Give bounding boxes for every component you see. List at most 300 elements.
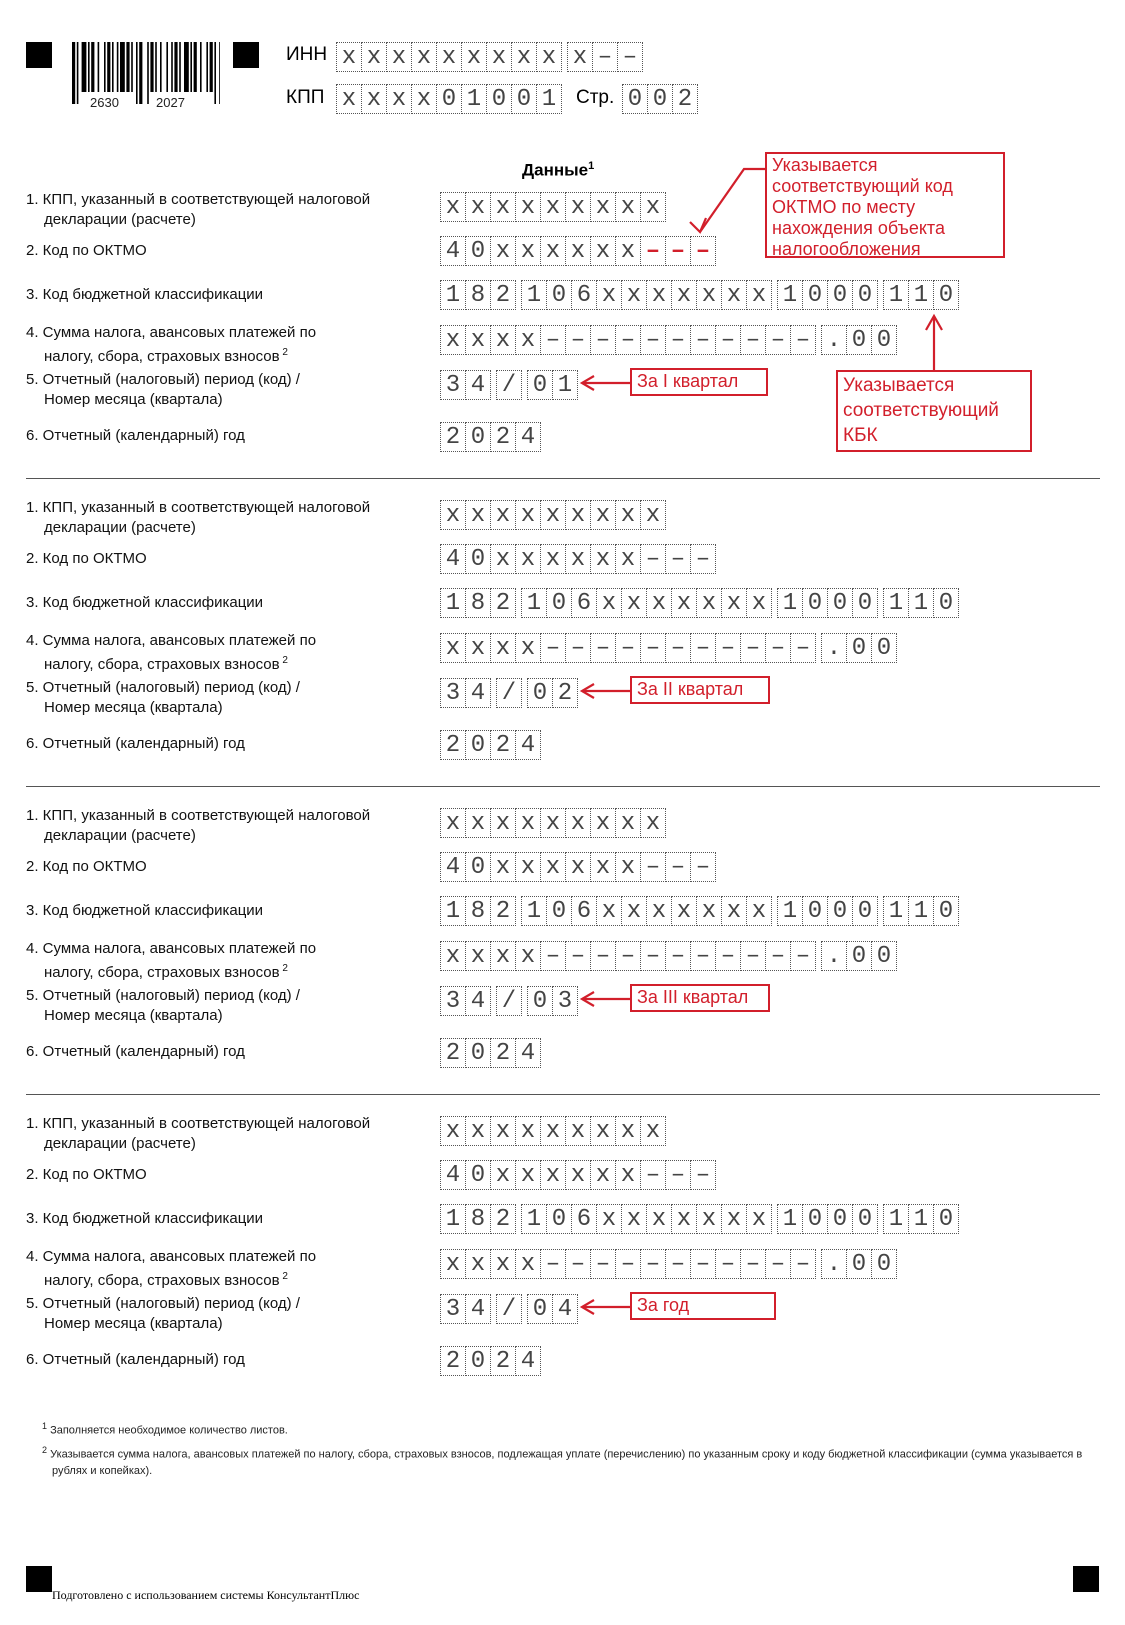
character-cell: 4 [552, 1294, 578, 1324]
label-year [26, 1350, 426, 1370]
barcode-bar [155, 42, 157, 92]
barcode-bar [131, 42, 133, 92]
label-line: 6. Отчетный (календарный) год [26, 1043, 245, 1060]
character-cell: – [740, 941, 766, 971]
character-cell: x [336, 42, 362, 72]
character-cell: x [640, 1116, 666, 1146]
character-cell: x [540, 500, 566, 530]
character-cell: 0 [527, 986, 553, 1016]
label-line: Номер месяца (квартала) [44, 699, 223, 716]
character-cell: x [515, 325, 541, 355]
barcode-bar [147, 42, 149, 104]
character-cell: – [615, 941, 641, 971]
character-cell: 4 [465, 986, 491, 1016]
character-cell: – [715, 941, 741, 971]
period-arrow [582, 684, 630, 698]
character-cell: 0 [871, 633, 897, 663]
registration-marker [26, 1566, 52, 1592]
tax-sum-field[interactable] [440, 633, 896, 663]
character-cell: x [567, 42, 593, 72]
page-number-field[interactable] [622, 84, 697, 114]
character-cell: 2 [440, 1346, 466, 1376]
kbk-field[interactable] [440, 588, 958, 618]
character-cell: . [821, 1249, 847, 1279]
character-cell: x [721, 1204, 747, 1234]
character-cell: x [646, 588, 672, 618]
character-cell: – [592, 42, 618, 72]
character-cell: x [596, 896, 622, 926]
inn-label: ИНН [286, 44, 328, 65]
character-cell: 1 [552, 370, 578, 400]
character-cell: x [490, 1116, 516, 1146]
character-cell: 4 [465, 1294, 491, 1324]
oktmo-arrow [700, 169, 765, 232]
kpp-field[interactable] [440, 808, 665, 838]
tax-sum-field[interactable] [440, 941, 896, 971]
label-line: 5. Отчетный (налоговый) период (код) / [26, 371, 300, 388]
character-cell: x [696, 896, 722, 926]
year-field[interactable] [440, 730, 540, 760]
character-cell: – [640, 633, 666, 663]
character-cell: 0 [933, 896, 959, 926]
footnote-text: Заполняется необходимое количество листов. [50, 1424, 288, 1437]
character-cell: x [515, 500, 541, 530]
character-cell: 0 [546, 588, 572, 618]
label-kbk [26, 285, 426, 305]
character-cell: 1 [536, 84, 562, 114]
character-cell: – [665, 325, 691, 355]
label-line: 6. Отчетный (календарный) год [26, 735, 245, 752]
label-line: 5. Отчетный (налоговый) период (код) / [26, 1295, 300, 1312]
character-cell: – [690, 1249, 716, 1279]
character-cell: – [690, 236, 716, 266]
barcode-bar [139, 42, 142, 104]
character-cell: – [765, 941, 791, 971]
character-cell: 6 [571, 896, 597, 926]
barcode-bar [136, 42, 138, 104]
character-cell: 0 [465, 236, 491, 266]
character-cell: x [490, 633, 516, 663]
character-cell: x [440, 808, 466, 838]
footnote-ref: 2 [279, 1271, 288, 1282]
label-line: 4. Сумма налога, авансовых платежей по [26, 324, 317, 341]
oktmo-field[interactable] [440, 236, 715, 266]
character-cell: 0 [846, 633, 872, 663]
character-cell: – [565, 633, 591, 663]
character-cell: 2 [490, 1038, 516, 1068]
character-cell: – [565, 1249, 591, 1279]
character-cell: / [496, 986, 522, 1016]
character-cell: x [621, 896, 647, 926]
character-cell: – [790, 941, 816, 971]
character-cell: x [621, 588, 647, 618]
character-cell: x [671, 896, 697, 926]
label-kpp [26, 498, 426, 538]
character-cell: 1 [883, 588, 909, 618]
label-line: декларации (расчете) [44, 519, 196, 536]
barcode-bar [98, 42, 100, 92]
character-cell: x [461, 42, 487, 72]
barcode-bar [77, 42, 79, 104]
character-cell: x [511, 42, 537, 72]
kbk-field[interactable] [440, 280, 958, 310]
character-cell: 1 [461, 84, 487, 114]
year-field[interactable] [440, 1346, 540, 1376]
period-arrow [582, 992, 630, 1006]
label-kpp [26, 190, 426, 230]
character-cell: 0 [546, 1204, 572, 1234]
character-cell: x [596, 588, 622, 618]
character-cell: x [590, 544, 616, 574]
label-line: 2. Код по ОКТМО [26, 242, 147, 259]
character-cell: 4 [440, 236, 466, 266]
character-cell: 0 [527, 370, 553, 400]
inn-field[interactable] [336, 42, 642, 72]
label-line: 3. Код бюджетной классификации [26, 1210, 264, 1227]
character-cell: 0 [527, 1294, 553, 1324]
character-cell: x [565, 544, 591, 574]
character-cell: x [440, 1249, 466, 1279]
kpp-field[interactable] [440, 192, 665, 222]
character-cell: 0 [546, 280, 572, 310]
character-cell: x [565, 1116, 591, 1146]
character-cell: 2 [490, 1346, 516, 1376]
barcode-bar [214, 42, 216, 104]
character-cell: x [490, 236, 516, 266]
footnote-1 [42, 1418, 1092, 1439]
character-cell: – [615, 325, 641, 355]
character-cell: x [640, 192, 666, 222]
character-cell: x [721, 588, 747, 618]
character-cell: x [565, 808, 591, 838]
character-cell: 4 [515, 422, 541, 452]
character-cell: – [615, 633, 641, 663]
barcode-number-right: 2027 [156, 95, 185, 110]
footnote-ref: 2 [279, 655, 288, 666]
character-cell: x [515, 1249, 541, 1279]
character-cell: – [790, 633, 816, 663]
label-line: 1. КПП, указанный в соответствующей налоговой [26, 1115, 371, 1132]
character-cell: 0 [933, 588, 959, 618]
character-cell: 2 [440, 1038, 466, 1068]
character-cell: x [746, 896, 772, 926]
character-cell: 1 [777, 588, 803, 618]
character-cell: 1 [521, 588, 547, 618]
character-cell: x [590, 1160, 616, 1190]
character-cell: 4 [515, 1346, 541, 1376]
character-cell: 1 [908, 896, 934, 926]
character-cell: x [440, 500, 466, 530]
footnote-text: Указывается сумма налога, авансовых платежей по налогу, сбора, страховых взносов, подлежащая уплате (перечислению) по указанным сроку и коду бюджетной классификации (сумма указывается в рублях и копейках). [50, 1448, 1083, 1477]
character-cell: x [386, 84, 412, 114]
character-cell: x [490, 325, 516, 355]
character-cell: x [336, 84, 362, 114]
character-cell: 0 [465, 852, 491, 882]
character-cell: 4 [515, 730, 541, 760]
character-cell: – [690, 852, 716, 882]
kpp-field[interactable] [440, 1116, 665, 1146]
period-annotation: За II квартал [630, 676, 770, 704]
barcode-bar [88, 42, 90, 92]
label-line: 1. КПП, указанный в соответствующей налоговой [26, 499, 371, 516]
character-cell: – [690, 544, 716, 574]
character-cell: 4 [440, 1160, 466, 1190]
character-cell: – [640, 544, 666, 574]
character-cell: x [440, 941, 466, 971]
character-cell: . [821, 325, 847, 355]
character-cell: – [715, 325, 741, 355]
character-cell: x [490, 192, 516, 222]
label-line: 4. Сумма налога, авансовых платежей по [26, 632, 317, 649]
character-cell: x [640, 500, 666, 530]
character-cell: 0 [465, 544, 491, 574]
character-cell: – [740, 1249, 766, 1279]
character-cell: 0 [871, 325, 897, 355]
character-cell: x [440, 192, 466, 222]
character-cell: 0 [465, 422, 491, 452]
year-field[interactable] [440, 422, 540, 452]
barcode-bar [179, 42, 181, 92]
barcode-bar [117, 42, 119, 92]
character-cell: – [640, 1160, 666, 1190]
character-cell: 1 [440, 588, 466, 618]
character-cell: 1 [908, 280, 934, 310]
character-cell: 0 [871, 941, 897, 971]
character-cell: x [646, 1204, 672, 1234]
character-cell: x [515, 852, 541, 882]
label-period [26, 986, 426, 1026]
period-arrow [582, 1300, 630, 1314]
character-cell: x [411, 42, 437, 72]
footnote-number: 1 [42, 1421, 48, 1431]
character-cell: 1 [521, 1204, 547, 1234]
kpp-label: КПП [286, 87, 325, 108]
character-cell: 1 [521, 280, 547, 310]
character-cell: x [590, 500, 616, 530]
tax-sum-field[interactable] [440, 1249, 896, 1279]
character-cell: 2 [440, 730, 466, 760]
character-cell: x [440, 325, 466, 355]
character-cell: / [496, 678, 522, 708]
character-cell: 2 [490, 1204, 516, 1234]
character-cell: x [615, 544, 641, 574]
character-cell: x [490, 1160, 516, 1190]
character-cell: – [665, 852, 691, 882]
period-field[interactable] [440, 678, 577, 708]
character-cell: – [665, 941, 691, 971]
character-cell: 0 [802, 896, 828, 926]
character-cell: – [665, 1249, 691, 1279]
character-cell: – [640, 941, 666, 971]
character-cell: x [615, 1160, 641, 1190]
character-cell: x [615, 852, 641, 882]
character-cell: 0 [465, 1346, 491, 1376]
character-cell: – [790, 325, 816, 355]
character-cell: 2 [490, 422, 516, 452]
character-cell: – [590, 325, 616, 355]
character-cell: – [765, 325, 791, 355]
character-cell: x [515, 633, 541, 663]
period-field[interactable] [440, 370, 577, 400]
character-cell: – [640, 1249, 666, 1279]
data-column-header [522, 160, 594, 181]
character-cell: 0 [852, 1204, 878, 1234]
character-cell: x [515, 192, 541, 222]
label-line: 2. Код по ОКТМО [26, 1166, 147, 1183]
character-cell: 2 [490, 588, 516, 618]
character-cell: 3 [440, 1294, 466, 1324]
period-field[interactable] [440, 1294, 577, 1324]
character-cell: x [596, 1204, 622, 1234]
barcode-bar [107, 42, 110, 92]
character-cell: 1 [908, 588, 934, 618]
character-cell: x [465, 1116, 491, 1146]
character-cell: – [690, 941, 716, 971]
character-cell: x [490, 941, 516, 971]
character-cell: x [465, 192, 491, 222]
label-oktmo [26, 549, 426, 569]
year-field[interactable] [440, 1038, 540, 1068]
character-cell: 2 [672, 84, 698, 114]
character-cell: 0 [465, 1160, 491, 1190]
character-cell: x [515, 941, 541, 971]
character-cell: x [590, 1116, 616, 1146]
footnote-ref: 2 [279, 347, 288, 358]
section-divider [26, 478, 1100, 479]
character-cell: / [496, 1294, 522, 1324]
barcode-bar [82, 42, 87, 92]
character-cell: x [590, 852, 616, 882]
character-cell: x [565, 852, 591, 882]
character-cell: – [765, 1249, 791, 1279]
label-tax-sum [26, 1247, 426, 1291]
character-cell: – [565, 941, 591, 971]
period-annotation: За I квартал [630, 368, 768, 396]
label-line: 5. Отчетный (налоговый) период (код) / [26, 679, 300, 696]
character-cell: x [615, 808, 641, 838]
character-cell: x [746, 1204, 772, 1234]
character-cell: 0 [465, 730, 491, 760]
label-line: декларации (расчете) [44, 211, 196, 228]
character-cell: – [665, 1160, 691, 1190]
character-cell: 0 [802, 280, 828, 310]
label-line: налогу, сбора, страховых взносов $^2$ [44, 1271, 288, 1289]
character-cell: . [821, 633, 847, 663]
character-cell: x [536, 42, 562, 72]
character-cell: x [565, 192, 591, 222]
character-cell: x [436, 42, 462, 72]
section-divider [26, 786, 1100, 787]
kbk-field[interactable] [440, 896, 958, 926]
character-cell: – [665, 236, 691, 266]
kbk-field[interactable] [440, 1204, 958, 1234]
label-period [26, 678, 426, 718]
character-cell: 0 [436, 84, 462, 114]
character-cell: – [765, 633, 791, 663]
character-cell: 0 [827, 588, 853, 618]
label-period [26, 370, 426, 410]
character-cell: 1 [440, 1204, 466, 1234]
character-cell: – [540, 633, 566, 663]
label-line: 1. КПП, указанный в соответствующей налоговой [26, 807, 371, 824]
character-cell: x [540, 192, 566, 222]
character-cell: – [540, 325, 566, 355]
label-year [26, 426, 426, 446]
character-cell: x [696, 588, 722, 618]
character-cell: – [540, 1249, 566, 1279]
period-field[interactable] [440, 986, 577, 1016]
character-cell: x [696, 1204, 722, 1234]
section-divider [26, 1094, 1100, 1095]
label-line: 2. Код по ОКТМО [26, 550, 147, 567]
label-line: 2. Код по ОКТМО [26, 858, 147, 875]
character-cell: x [646, 280, 672, 310]
character-cell: 8 [465, 896, 491, 926]
kpp-field[interactable] [440, 500, 665, 530]
character-cell: – [690, 1160, 716, 1190]
character-cell: 0 [852, 896, 878, 926]
character-cell: – [790, 1249, 816, 1279]
oktmo-field[interactable] [440, 544, 715, 574]
label-line: Номер месяца (квартала) [44, 1315, 223, 1332]
label-line: 6. Отчетный (календарный) год [26, 427, 245, 444]
character-cell: – [590, 1249, 616, 1279]
character-cell: 0 [622, 84, 648, 114]
character-cell: – [640, 852, 666, 882]
character-cell: x [440, 633, 466, 663]
oktmo-field[interactable] [440, 1160, 715, 1190]
character-cell: – [690, 325, 716, 355]
character-cell: x [615, 192, 641, 222]
character-cell: x [696, 280, 722, 310]
barcode-bar [171, 42, 173, 92]
label-line: 3. Код бюджетной классификации [26, 286, 264, 303]
character-cell: x [490, 1249, 516, 1279]
character-cell: 4 [465, 370, 491, 400]
barcode-bar [91, 42, 94, 92]
character-cell: 1 [777, 896, 803, 926]
character-cell: x [540, 236, 566, 266]
character-cell: x [465, 633, 491, 663]
character-cell: x [646, 896, 672, 926]
barcode-bar [184, 42, 189, 92]
barcode-bar [126, 42, 129, 92]
character-cell: 0 [852, 280, 878, 310]
character-cell: x [486, 42, 512, 72]
character-cell: x [540, 544, 566, 574]
character-cell: x [590, 192, 616, 222]
character-cell: 0 [546, 896, 572, 926]
kbk-annotation: Указывается соответствующий КБК [836, 370, 1032, 452]
character-cell: x [411, 84, 437, 114]
character-cell: 1 [777, 280, 803, 310]
barcode-bar [104, 42, 106, 92]
kpp-field[interactable] [336, 84, 561, 114]
label-oktmo [26, 857, 426, 877]
character-cell: x [721, 280, 747, 310]
character-cell: 3 [440, 370, 466, 400]
character-cell: 1 [908, 1204, 934, 1234]
barcode-bar [206, 42, 208, 92]
tax-sum-field[interactable] [440, 325, 896, 355]
character-cell: – [590, 941, 616, 971]
label-line: Номер месяца (квартала) [44, 1007, 223, 1024]
character-cell: x [490, 500, 516, 530]
character-cell: x [465, 500, 491, 530]
oktmo-field[interactable] [440, 852, 715, 882]
character-cell: x [596, 280, 622, 310]
character-cell: 8 [465, 280, 491, 310]
